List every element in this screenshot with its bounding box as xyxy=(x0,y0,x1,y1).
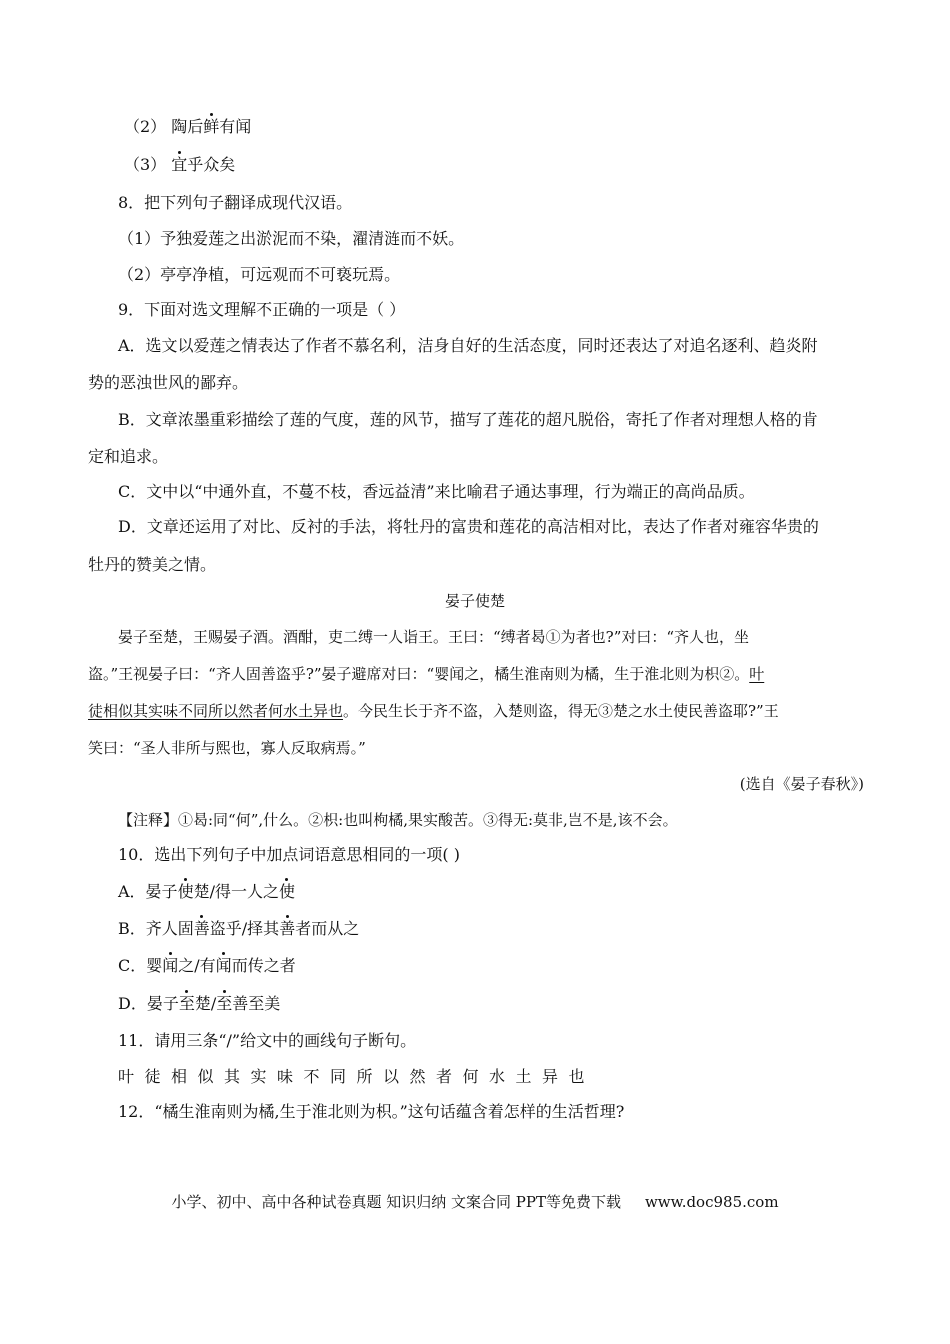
question-12: 12．“橘生淮南则为橘,生于淮北则为枳。”这句话蕴含着怎样的生活哲理? xyxy=(118,1102,625,1121)
footer-text: 小学、初中、高中各种试卷真题 知识归纳 文案合同 PPT等免费下载 xyxy=(171,1193,621,1211)
dotted-char: 使 xyxy=(177,882,194,901)
dotted-char: 善 xyxy=(279,919,296,938)
question-11-sentence: 叶徒相似其实味不同所以然者何水土异也 xyxy=(118,1067,596,1086)
option-10-a: A．晏子使楚/得一人之使 xyxy=(118,882,295,901)
option-9-b-line2: 定和追求。 xyxy=(88,447,169,466)
passage-line-2: 盗。”王视晏子曰：“齐人固善盗乎?”晏子避席对曰：“婴闻之，橘生淮南则为橘，生于淮北则为枳②。叶 xyxy=(88,665,765,683)
underlined-sentence-start: 叶 xyxy=(749,665,765,683)
footer-url: www.doc985.com xyxy=(644,1193,779,1211)
question-7-3: （3） 宜乎众矣 xyxy=(124,155,236,174)
question-8: 8．把下列句子翻译成现代汉语。 xyxy=(118,193,353,212)
dotted-char: 善 xyxy=(193,919,210,938)
dotted-char: 至 xyxy=(216,994,233,1013)
question-8-2: （2）亭亭净植，可远观而不可亵玩焉。 xyxy=(118,265,401,284)
passage-line-1: 晏子至楚，王赐晏子酒。酒酣，吏二缚一人诣王。王曰：“缚者曷①为者也?”对曰：“齐人也，坐 xyxy=(118,628,750,646)
underlined-sentence: 徒相似其实味不同所以然者何水土异也 xyxy=(88,702,344,720)
dotted-char: 鲜 xyxy=(203,117,220,136)
passage-line-3: 徒相似其实味不同所以然者何水土异也。今民生长于齐不盗，入楚则盗，得无③楚之水土使民善盗耶?”王 xyxy=(88,702,779,720)
dotted-char: 至 xyxy=(178,994,195,1013)
question-9: 9．下面对选文理解不正确的一项是（ ） xyxy=(118,300,406,319)
option-9-d-line1: D．文章还运用了对比、反衬的手法，将牡丹的富贵和莲花的高洁相对比，表达了作者对雍容华贵的 xyxy=(118,517,819,536)
option-9-a-line1: A．选文以爱莲之情表达了作者不慕名利，洁身自好的生活态度，同时还表达了对追名逐利、趋炎附 xyxy=(118,336,818,355)
question-7-2: （2） 陶后鲜有闻 xyxy=(124,117,252,136)
question-8-1: （1）予独爱莲之出淤泥而不染，濯清涟而不妖。 xyxy=(118,229,465,248)
passage-line-4: 笑曰：“圣人非所与熙也，寡人反取病焉。” xyxy=(88,739,366,757)
option-9-a-line2: 势的恶浊世风的鄙弃。 xyxy=(88,373,249,392)
option-10-b: B．齐人固善盗乎/择其善者而从之 xyxy=(118,919,360,938)
question-10: 10．选出下列句子中加点词语意思相同的一项( ) xyxy=(118,845,460,864)
option-9-d-line2: 牡丹的赞美之情。 xyxy=(88,555,217,574)
option-9-b-line1: B．文章浓墨重彩描绘了莲的气度，莲的风节，描写了莲花的超凡脱俗，寄托了作者对理想人格的肯 xyxy=(118,410,818,429)
passage-source: (选自《晏子春秋》) xyxy=(739,775,864,793)
dotted-char: 闻 xyxy=(215,956,232,975)
option-10-d: D．晏子至楚/至善至美 xyxy=(118,994,281,1013)
dotted-char: 宜 xyxy=(171,155,188,174)
dotted-char: 使 xyxy=(278,882,295,901)
dotted-char: 闻 xyxy=(162,956,179,975)
question-11: 11．请用三条“/”给文中的画线句子断句。 xyxy=(118,1031,417,1050)
option-9-c: C．文中以“中通外直，不蔓不枝，香远益清”来比喻君子通达事理，行为端正的高尚品质。 xyxy=(118,482,755,501)
page-footer xyxy=(0,1191,950,1212)
passage-note: 【注释】①曷:同“何”,什么。②枳:也叫枸橘,果实酸苦。③得无:莫非,岂不是,该不会。 xyxy=(118,811,678,829)
option-10-c: C．婴闻之/有闻而传之者 xyxy=(118,956,296,975)
passage-title: 晏子使楚 xyxy=(444,592,505,610)
